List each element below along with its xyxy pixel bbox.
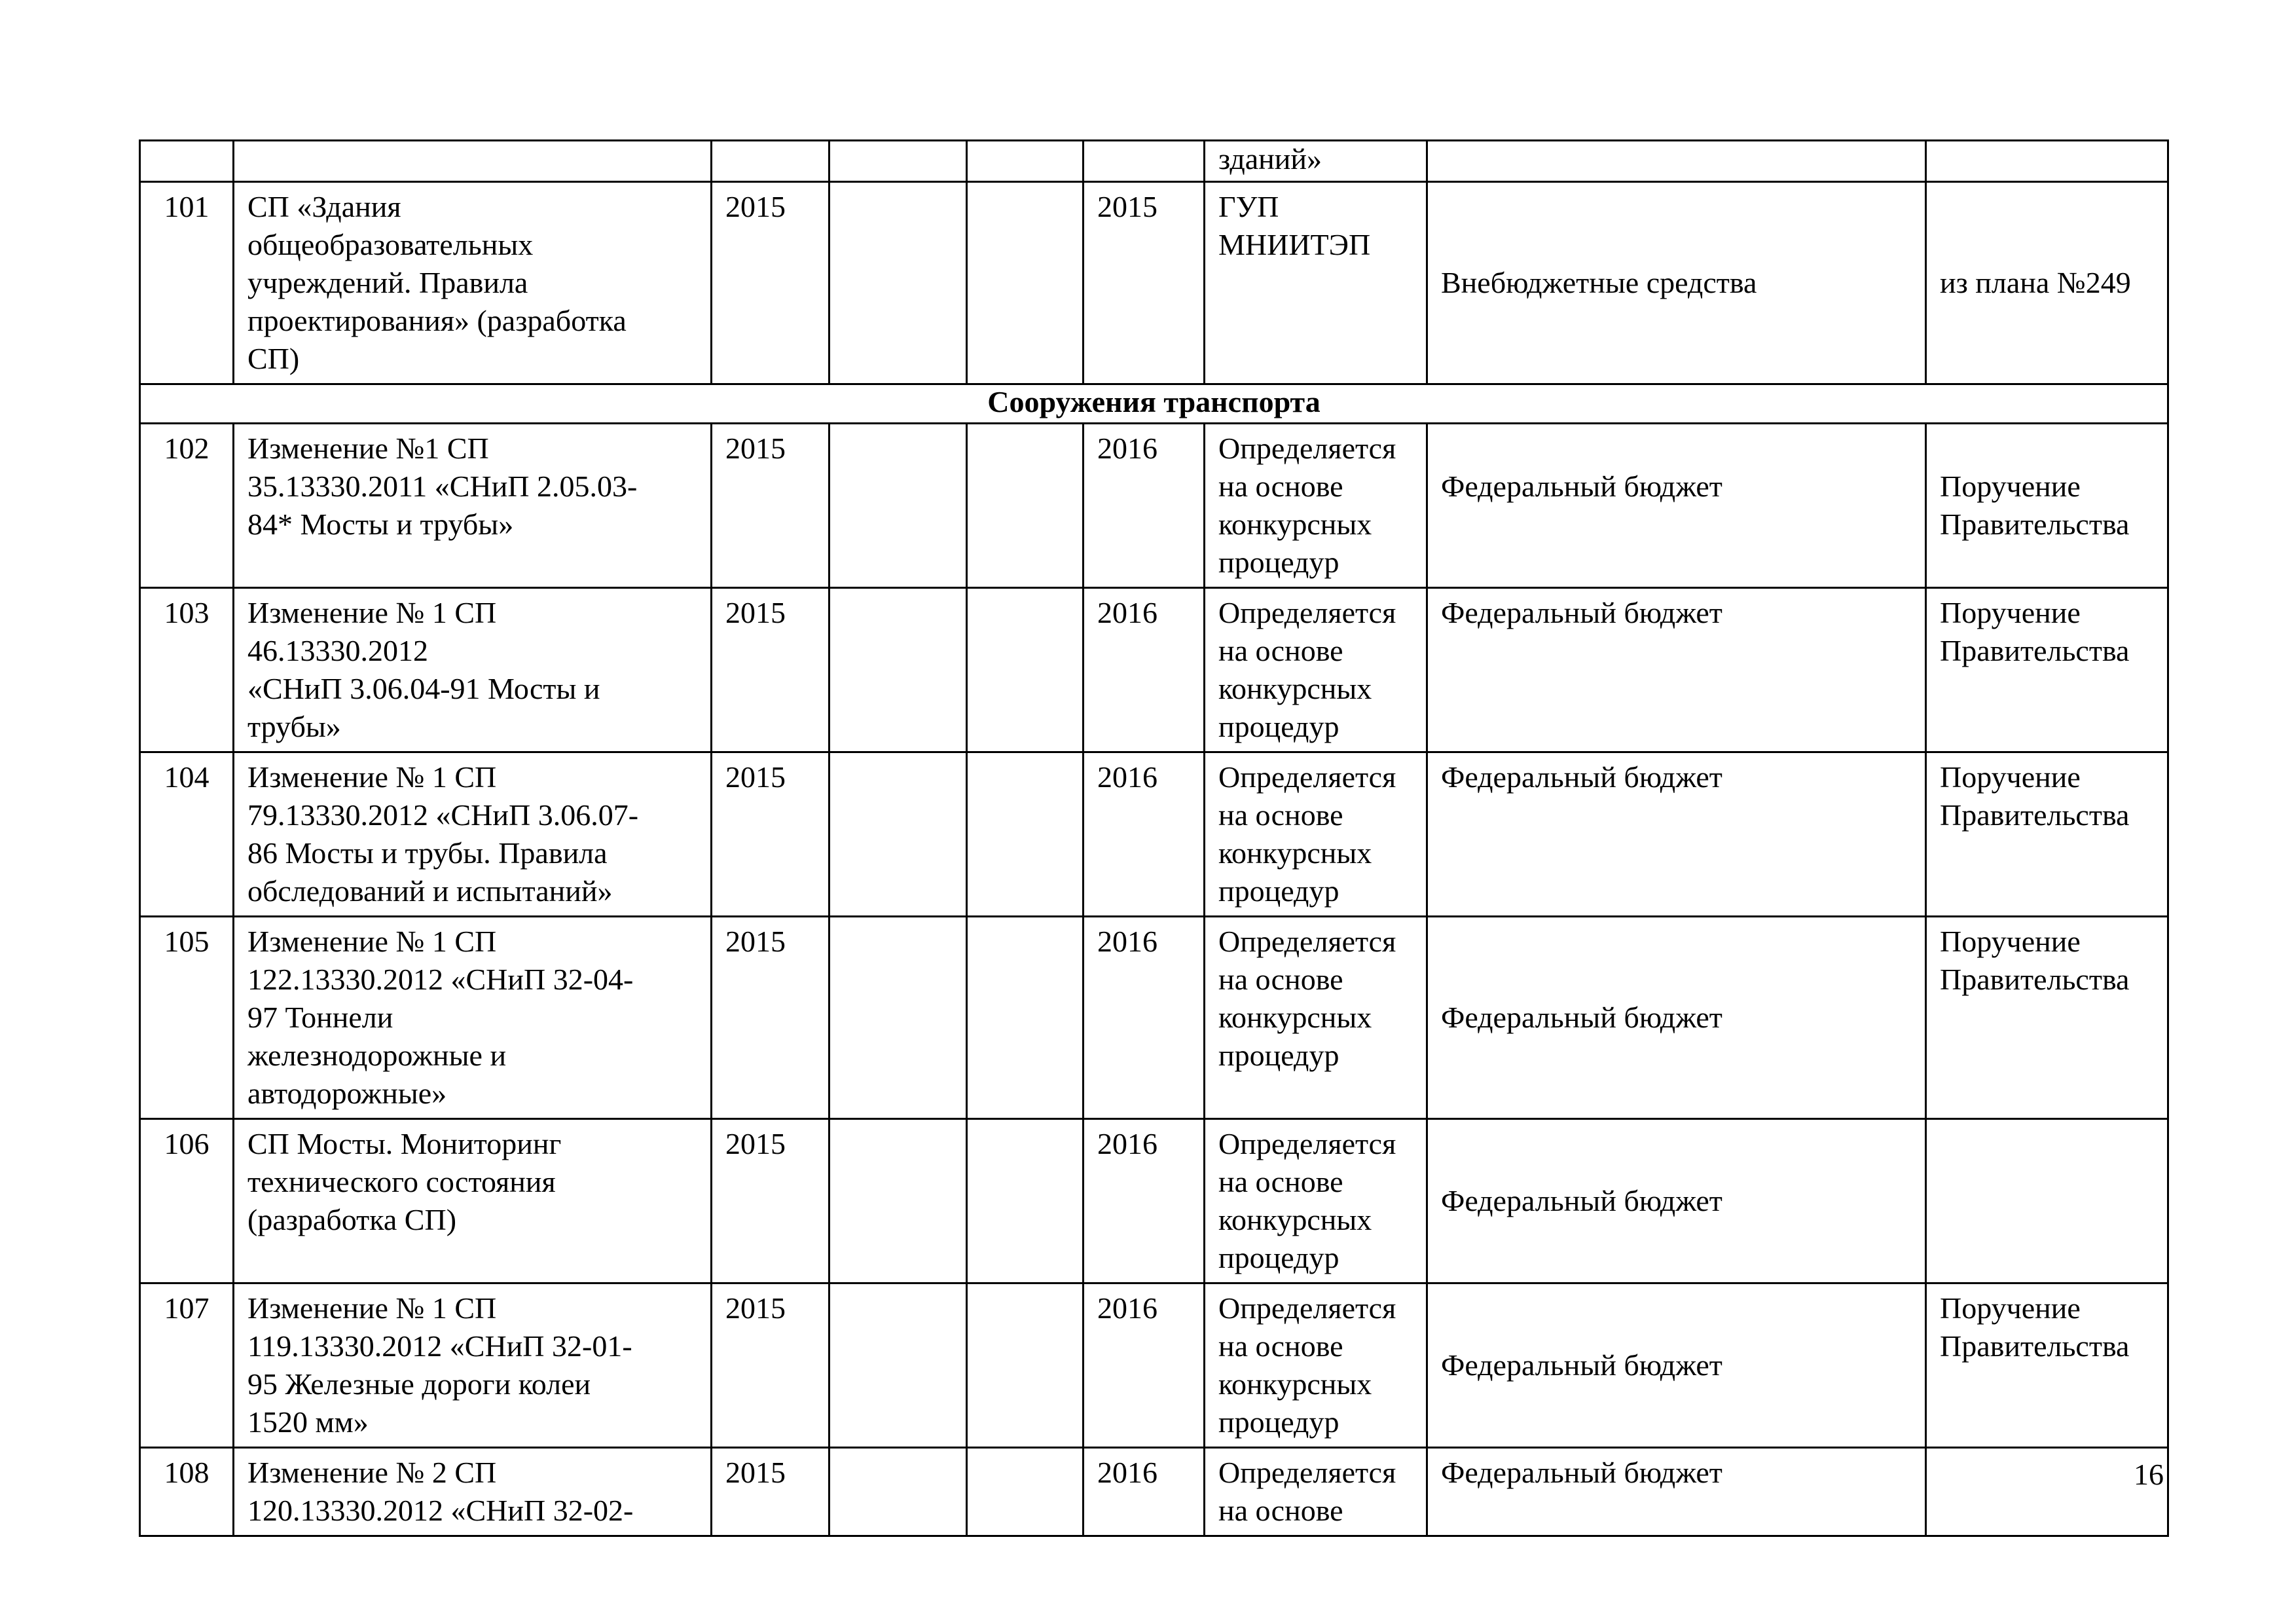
cell-end [1084, 141, 1205, 182]
cell-executor [1205, 1119, 1427, 1283]
cell-end [1084, 182, 1205, 384]
cell-empty-2 [967, 141, 1084, 182]
cell-start [712, 1283, 829, 1448]
cell-empty-1 [829, 182, 967, 384]
row-number: 102 [164, 432, 210, 465]
cell-note [1926, 1448, 2168, 1536]
funding-source: Федеральный бюджет [1441, 470, 1722, 503]
cell-note [1926, 141, 2168, 182]
start-year: 2015 [725, 925, 786, 958]
table-row [140, 1283, 2168, 1448]
cell-empty-1 [829, 141, 967, 182]
cell-executor [1205, 752, 1427, 917]
cell-funding [1427, 182, 1926, 384]
page-number: 16 [2134, 1458, 2164, 1491]
document-name: Изменение № 1 СП 79.13330.2012 «СНиП 3.06.07- 86 Мосты и трубы. Правила обследований и испытаний» [247, 760, 639, 908]
cell-start [712, 917, 829, 1119]
cell-end [1084, 588, 1205, 752]
end-year: 2016 [1097, 596, 1157, 629]
end-year: 2016 [1097, 925, 1157, 958]
cell-start [712, 588, 829, 752]
end-year: 2016 [1097, 432, 1157, 465]
cell-empty-1 [829, 752, 967, 917]
row-number: 105 [164, 925, 210, 958]
cell-num [140, 752, 234, 917]
standards-plan-table [139, 139, 2169, 1537]
funding-source: Федеральный бюджет [1441, 760, 1722, 794]
cell-empty-2 [967, 182, 1084, 384]
cell-name [234, 917, 712, 1119]
note-text: из плана №249 [1940, 266, 2131, 299]
cell-name [234, 588, 712, 752]
cell-note [1926, 424, 2168, 588]
executor-text: зданий» [1218, 142, 1322, 175]
executor-text: Определяется на основе конкурсных процедур [1218, 1291, 1396, 1439]
table-row [140, 917, 2168, 1119]
row-number: 106 [164, 1127, 210, 1160]
cell-funding [1427, 1119, 1926, 1283]
table-row [140, 1448, 2168, 1536]
executor-text: Определяется на основе конкурсных процедур [1218, 432, 1396, 579]
cell-empty-2 [967, 1119, 1084, 1283]
cell-funding [1427, 917, 1926, 1119]
row-number: 104 [164, 760, 210, 794]
table-row [140, 424, 2168, 588]
end-year: 2015 [1097, 190, 1157, 223]
cell-name [234, 424, 712, 588]
cell-num [140, 588, 234, 752]
cell-start [712, 752, 829, 917]
cell-name [234, 182, 712, 384]
document-name: Изменение №1 СП 35.13330.2011 «СНиП 2.05.03- 84* Мосты и трубы» [247, 432, 638, 541]
executor-text: Определяется на основе конкурсных процедур [1218, 1127, 1396, 1274]
cell-empty-1 [829, 1283, 967, 1448]
cell-funding [1427, 141, 1926, 182]
end-year: 2016 [1097, 1291, 1157, 1325]
cell-empty-2 [967, 1448, 1084, 1536]
note-text: Поручение Правительства [1940, 760, 2130, 832]
cell-start [712, 182, 829, 384]
row-number: 107 [164, 1291, 210, 1325]
cell-funding [1427, 1283, 1926, 1448]
funding-source: Федеральный бюджет [1441, 1001, 1722, 1034]
cell-funding [1427, 588, 1926, 752]
cell-executor [1205, 917, 1427, 1119]
cell-executor [1205, 182, 1427, 384]
cell-empty-1 [829, 588, 967, 752]
cell-funding [1427, 752, 1926, 917]
cell-executor [1205, 1283, 1427, 1448]
cell-executor [1205, 1448, 1427, 1536]
cell-empty-2 [967, 588, 1084, 752]
cell-start [712, 424, 829, 588]
cell-name [234, 1448, 712, 1536]
cell-start [712, 1119, 829, 1283]
row-number: 103 [164, 596, 210, 629]
funding-source: Федеральный бюджет [1441, 1456, 1722, 1489]
executor-text: Определяется на основе [1218, 1456, 1396, 1527]
executor-text: ГУП МНИИТЭП [1218, 190, 1371, 261]
executor-text: Определяется на основе конкурсных процедур [1218, 596, 1396, 743]
funding-source: Федеральный бюджет [1441, 1184, 1722, 1217]
start-year: 2015 [725, 1456, 786, 1489]
cell-note [1926, 1119, 2168, 1283]
end-year: 2016 [1097, 1127, 1157, 1160]
cell-num [140, 1119, 234, 1283]
document-name: Изменение № 2 СП 120.13330.2012 «СНиП 32-02- [247, 1456, 634, 1527]
cell-executor [1205, 588, 1427, 752]
cell-note [1926, 1283, 2168, 1448]
funding-source: Федеральный бюджет [1441, 596, 1722, 629]
section-row [140, 384, 2168, 424]
cell-num [140, 1448, 234, 1536]
start-year: 2015 [725, 1127, 786, 1160]
note-text: Поручение Правительства [1940, 1291, 2130, 1363]
start-year: 2015 [725, 1291, 786, 1325]
cell-note [1926, 588, 2168, 752]
executor-text: Определяется на основе конкурсных процедур [1218, 760, 1396, 908]
table-row [140, 588, 2168, 752]
table-row-continuation [140, 141, 2168, 182]
start-year: 2015 [725, 190, 786, 223]
cell-empty-2 [967, 917, 1084, 1119]
cell-funding [1427, 1448, 1926, 1536]
cell-note [1926, 182, 2168, 384]
cell-empty-2 [967, 1283, 1084, 1448]
cell-start [712, 141, 829, 182]
cell-executor [1205, 424, 1427, 588]
table-row [140, 182, 2168, 384]
cell-empty-1 [829, 917, 967, 1119]
end-year: 2016 [1097, 1456, 1157, 1489]
cell-name [234, 1119, 712, 1283]
cell-name [234, 141, 712, 182]
cell-num [140, 917, 234, 1119]
start-year: 2015 [725, 596, 786, 629]
table-row [140, 752, 2168, 917]
cell-empty-1 [829, 424, 967, 588]
funding-source: Федеральный бюджет [1441, 1348, 1722, 1382]
cell-empty-1 [829, 1119, 967, 1283]
cell-name [234, 1283, 712, 1448]
section-heading [140, 384, 2168, 424]
funding-source: Внебюджетные средства [1441, 266, 1757, 299]
executor-text: Определяется на основе конкурсных процедур [1218, 925, 1396, 1072]
document-name: Изменение № 1 СП 119.13330.2012 «СНиП 32-01- 95 Железные дороги колеи 1520 мм» [247, 1291, 632, 1439]
note-text: Поручение Правительства [1940, 470, 2130, 541]
cell-name [234, 752, 712, 917]
cell-end [1084, 752, 1205, 917]
document-name: СП «Здания общеобразовательных учреждений. Правила проектирования» (разработка СП) [247, 190, 627, 375]
cell-end [1084, 1283, 1205, 1448]
cell-end [1084, 424, 1205, 588]
note-text: Поручение Правительства [1940, 596, 2130, 667]
cell-empty-2 [967, 424, 1084, 588]
section-title: Сооружения транспорта [987, 385, 1321, 418]
row-number: 101 [164, 190, 210, 223]
cell-end [1084, 1448, 1205, 1536]
cell-num [140, 141, 234, 182]
cell-num [140, 1283, 234, 1448]
cell-funding [1427, 424, 1926, 588]
cell-note [1926, 752, 2168, 917]
document-name: Изменение № 1 СП 46.13330.2012 «СНиП 3.06.04-91 Мосты и трубы» [247, 596, 600, 743]
row-number: 108 [164, 1456, 210, 1489]
end-year: 2016 [1097, 760, 1157, 794]
cell-num [140, 424, 234, 588]
table-row [140, 1119, 2168, 1283]
cell-empty-1 [829, 1448, 967, 1536]
cell-end [1084, 1119, 1205, 1283]
cell-start [712, 1448, 829, 1536]
document-name: Изменение № 1 СП 122.13330.2012 «СНиП 32-04- 97 Тоннели железнодорожные и автодорожные» [247, 925, 634, 1110]
cell-num [140, 182, 234, 384]
cell-note [1926, 917, 2168, 1119]
cell-empty-2 [967, 752, 1084, 917]
start-year: 2015 [725, 432, 786, 465]
start-year: 2015 [725, 760, 786, 794]
cell-end [1084, 917, 1205, 1119]
note-text: Поручение Правительства [1940, 925, 2130, 996]
cell-executor [1205, 141, 1427, 182]
document-name: СП Мосты. Мониторинг технического состояния (разработка СП) [247, 1127, 562, 1236]
